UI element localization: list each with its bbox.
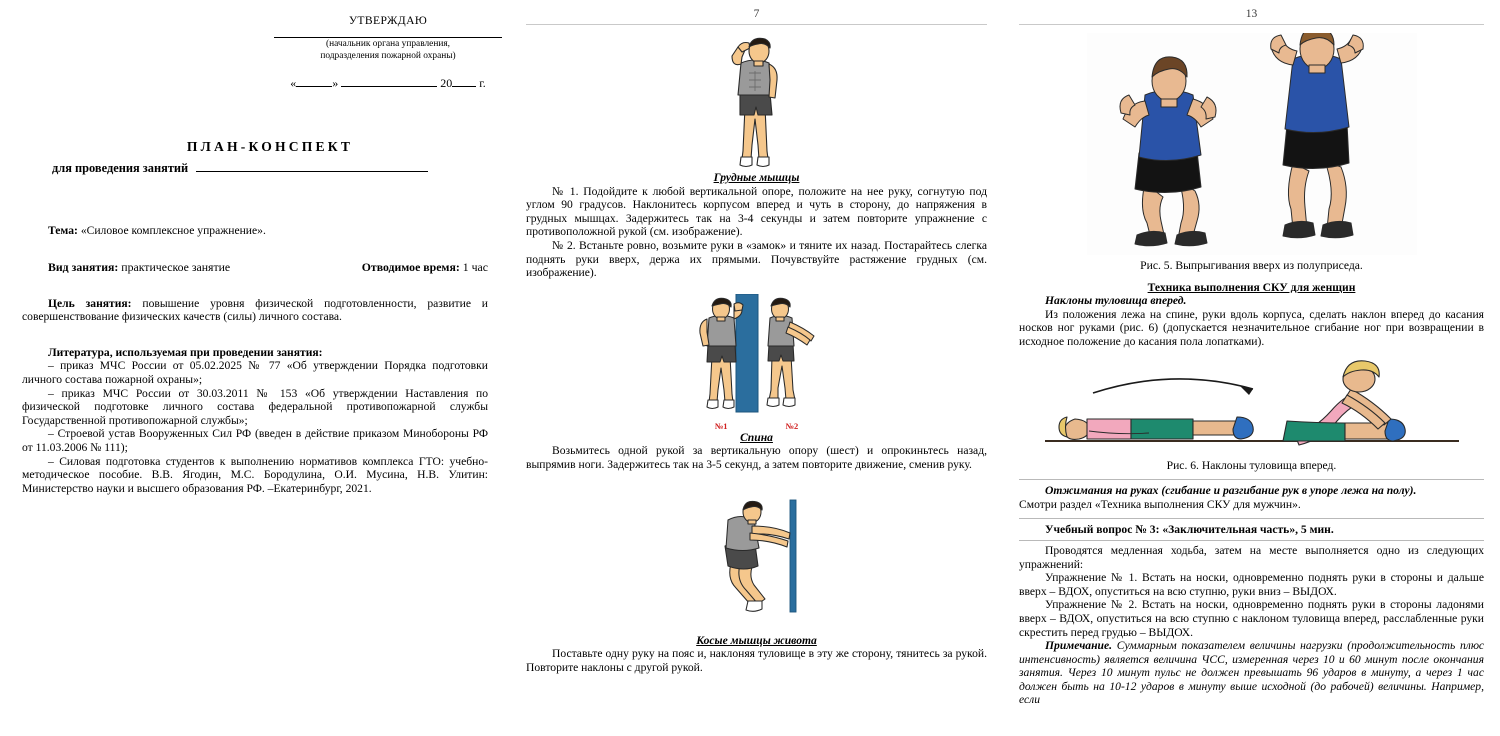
literature-heading: Литература, используемая при проведении занятия:: [48, 345, 323, 359]
approve-signature-line: [274, 29, 502, 38]
page-right: [1003, 0, 1500, 736]
bend-forward-text: Из положения лежа на спине, руки вдоль корпуса, сделать наклон вперед до касания носков ног руками (рис. 6) (допускается незначительное сгибание ног при возвращении в исходное положение до касания пола лопатками).: [1019, 307, 1484, 348]
bend-forward-heading: Наклоны туловища вперед.: [1045, 294, 1187, 308]
date-year-prefix: 20: [440, 76, 453, 90]
approval-block: [274, 14, 502, 91]
figure-5-squat-jump-photo: [1019, 33, 1484, 255]
kind-label: Вид занятия:: [48, 259, 119, 274]
question3-exercise-1: Упражнение № 1. Встать на носки, одновременно поднять руки в стороны и дальше вверх – ВДОХ, опуститься на всю ступню, руки вниз – ВЫДОХ.: [1019, 571, 1484, 598]
approve-title: УТВЕРЖДАЮ: [348, 14, 428, 27]
goal-value: повышение уровня физической подготовленности, развитие и совершенствование физических качеств (силы) личного состава.: [22, 296, 488, 324]
section-title-back: Спина: [740, 430, 773, 444]
label-no1: №1: [714, 420, 728, 431]
approve-subtitle-line2: подразделения пожарной охраны): [320, 51, 456, 61]
section-title-chest: Грудные мышцы: [713, 171, 800, 184]
figure-6-caption: Рис. 6. Наклоны туловища вперед.: [1166, 458, 1337, 472]
date-month-blank: [341, 86, 437, 87]
squat-jump-photo-illustration: [1087, 33, 1417, 255]
literature-item: – Строевой устав Вооруженных Сил РФ (введен в действие приказом Минобороны РФ от 11.03.2006 № 111);: [22, 427, 488, 454]
time-group: [362, 260, 488, 275]
theme-paragraph: [22, 224, 488, 238]
figure-pole-two-men: [526, 294, 987, 420]
literature-item: – приказ МЧС России от 30.03.2011 № 153 «Об утверждении Наставления по физической подготовке личного состава федеральной противопожарной службы Государственной противопожарной службы»;: [22, 386, 488, 427]
note-paragraph: [1019, 639, 1484, 707]
kind-value: практическое занятие: [121, 259, 231, 274]
approve-subtitle-line1: (начальник органа управления,: [325, 39, 451, 49]
header-rule: [526, 24, 987, 25]
pushups-text: Смотри раздел «Техника выполнения СКУ для мужчин».: [1019, 497, 1301, 511]
for-label: для проведения занятий: [52, 161, 189, 175]
pole-figure-labels: [526, 421, 987, 431]
time-label: Отводимое время:: [361, 259, 460, 274]
date-day-blank: [296, 86, 332, 87]
note-text: Суммарным показателем величины нагрузки (продолжительность плюс интенсивность) является величина ЧСС, измеренная через 10 и 60 минут после окончания занятия. Через 10 минут пульс не должен превышать 96 ударов в минуту, а через 1 час должен быть на 10-12 ударов в минуту выше исходной (до рабочей) величины. Например, если: [1019, 639, 1484, 707]
date-year-blank: [452, 86, 476, 87]
squatting-man-illustration: [692, 498, 822, 616]
women-technique-heading: Техника выполнения СКУ для женщин: [1147, 280, 1356, 294]
page-middle: [510, 0, 1003, 736]
figure-6-situps: [1019, 359, 1484, 455]
oblique-paragraph: Поставьте одну руку на пояс и, наклоняя туловище в эту же сторону, тянитесь за рукой. Повторите наклоны с другой рукой.: [526, 647, 987, 674]
date-quote-open: «: [290, 76, 297, 90]
pole-two-men-illustration: [672, 294, 842, 420]
page-number: 13: [1245, 8, 1258, 20]
back-paragraph: Возьмитесь одной рукой за вертикальную опору (шест) и опрокиньтесь назад, выпрямив ноги. Задержитесь так на 3-5 секунд, а затем повторите движение, сменив руку.: [526, 444, 987, 471]
kind-group: [48, 260, 230, 275]
section-title-oblique: Косые мышцы живота: [696, 633, 817, 647]
date-year-suffix: г.: [479, 76, 486, 90]
question3-exercise-2: Упражнение № 2. Встать на носки, одновременно поднять руки в стороны ладонями вверх – ВДОХ, опуститься на всю ступню с наклоном туловища вперед, расслабленные руки скрестить перед грудью – ВЫДОХ.: [1019, 598, 1484, 639]
goal-paragraph: [22, 297, 488, 324]
section-rule-top: [1019, 479, 1484, 480]
question3-rule-bottom: [1019, 540, 1484, 541]
page-title: ПЛАН-КОНСПЕКТ: [186, 139, 354, 154]
figure-5-caption: Рис. 5. Выпрыгивания вверх из полуприседа.: [1140, 259, 1363, 272]
standing-man-illustration: [705, 33, 809, 171]
for-blank: [196, 171, 428, 172]
kind-time-row: [22, 260, 488, 275]
goal-label: Цель занятия:: [48, 296, 132, 310]
pushups-heading: Отжимания на руках (сгибание и разгибание рук в упоре лежа на полу).: [1045, 484, 1417, 498]
header-rule: [1019, 24, 1484, 25]
page-number: 7: [753, 8, 760, 20]
question3-rule-top: [1019, 518, 1484, 519]
date-quote-close: »: [332, 76, 339, 90]
theme-value: «Силовое комплексное упражнение».: [80, 224, 266, 237]
figure-squat-pole: [526, 498, 987, 616]
literature-item: – Силовая подготовка студентов к выполнению нормативов комплекса ГТО: учебно-методическое пособие. В.В. Ягодин, М.С. Бородулина, О.И. Мусина, Н.В. Улитин: Министерство науки и высшего образования РФ. –Екатеринбург, 2021.: [22, 454, 488, 495]
question-3-heading: Учебный вопрос № 3: «Заключительная часть», 5 мин.: [1045, 523, 1334, 537]
theme-label: Тема:: [48, 224, 78, 237]
time-value: 1 час: [462, 259, 488, 274]
for-line: [22, 161, 488, 176]
question3-intro: Проводятся медленная ходьба, затем на месте выполняется одно из следующих упражнений:: [1019, 543, 1484, 571]
figure-standing-man: [526, 33, 987, 171]
chest-paragraph-1: № 1. Подойдите к любой вертикальной опоре, положите на нее руку, согнутую под углом 90 градусов. Наклонитесь корпусом вперед и чуть в сторону, до напряжения в грудных мышцах. Задержитесь так на 3-4 секунды и затем повторите упражнение с противоположной рукой (см. изображение).: [526, 184, 987, 239]
literature-item: – приказ МЧС России от 05.02.2025 № 77 «Об утверждении Порядка подготовки личного состава пожарной охраны»;: [22, 359, 488, 386]
label-no2: №2: [785, 420, 799, 431]
approve-date-line: [274, 76, 502, 91]
situp-woman-illustration: [1037, 359, 1467, 455]
note-label: Примечание.: [1045, 639, 1113, 653]
chest-paragraph-2: № 2. Встаньте ровно, возьмите руки в «замок» и тяните их назад. Постарайтесь слегка поднять руки вверх, держа их прямыми. Почувствуйте растяжение грудных (см. изображение).: [526, 238, 987, 280]
page-left: [0, 0, 510, 736]
